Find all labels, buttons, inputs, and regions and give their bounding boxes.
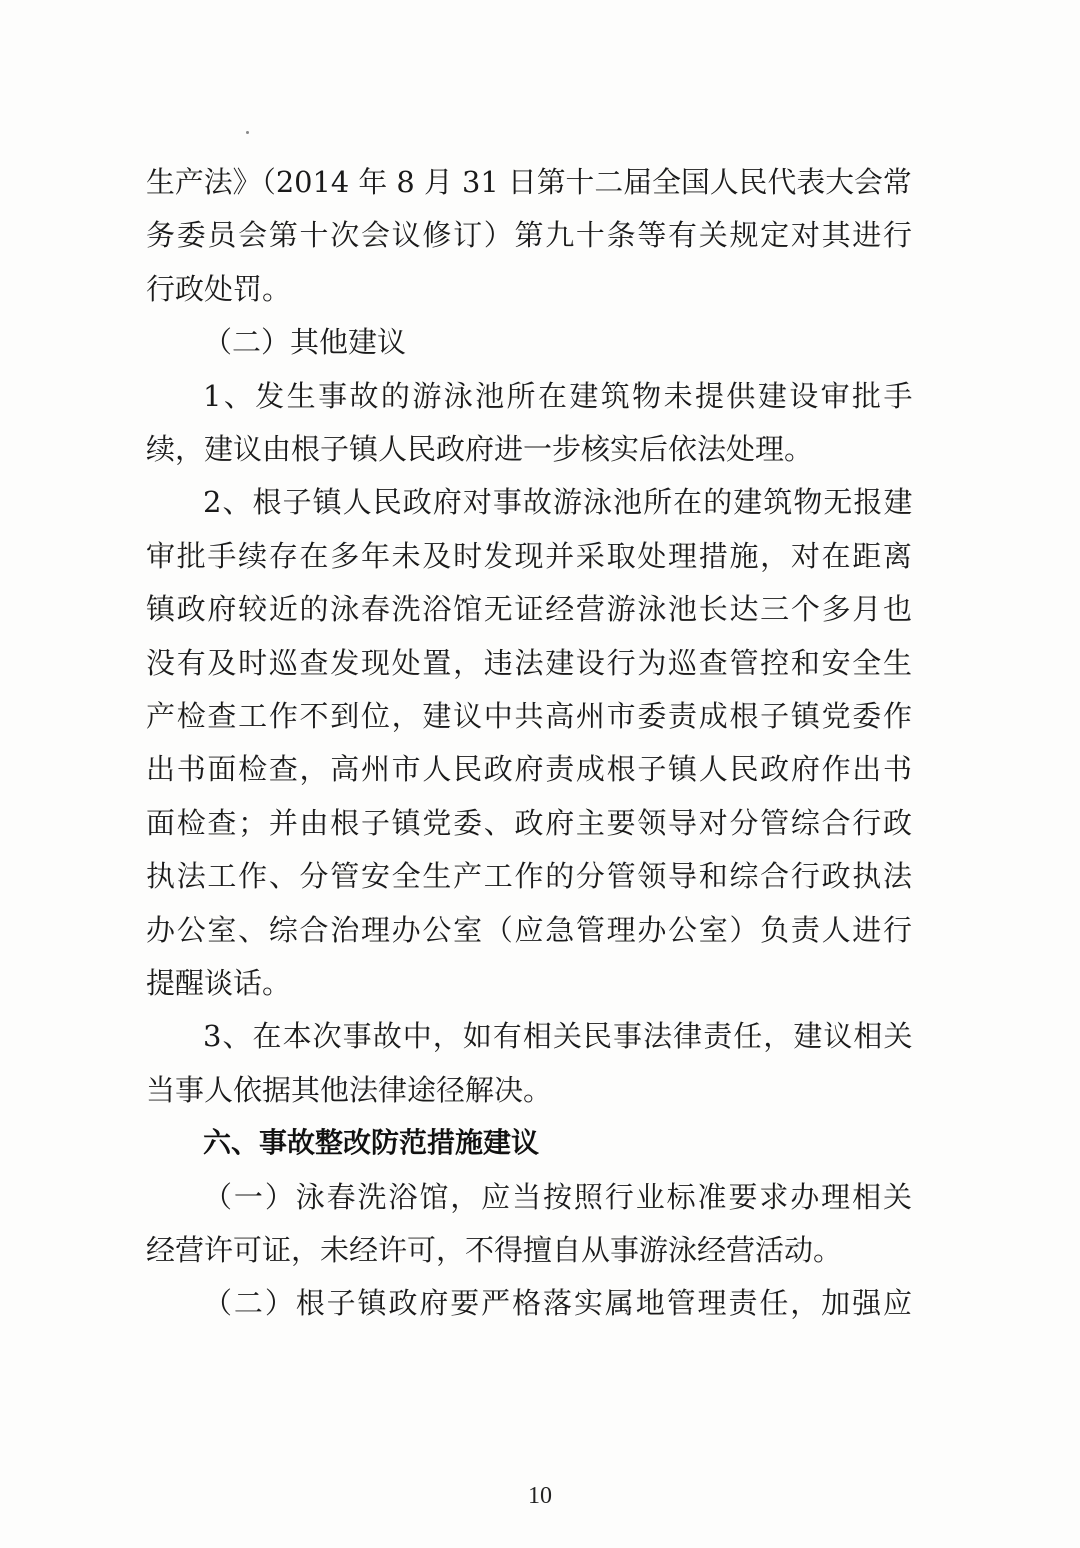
- text-line: 产检查工作不到位，建议中共高州市委责成根子镇党委作: [146, 699, 914, 733]
- scan-speck: [246, 131, 249, 134]
- text-line: 审批手续存在多年未及时发现并采取处理措施，对在距离: [146, 538, 914, 573]
- text-line: 办公室、综合治理办公室（应急管理办公室）负责人进行: [146, 912, 914, 947]
- text-line: （二）根子镇政府要严格落实属地管理责任，加强应: [203, 1286, 914, 1321]
- text-line: 镇政府较近的泳春洗浴馆无证经营游泳池长达三个多月也: [146, 592, 914, 627]
- text-line: 出书面检查，高州市人民政府责成根子镇人民政府作出书: [146, 752, 914, 787]
- text-line: 没有及时巡查发现处置，违法建设行为巡查管控和安全生: [146, 645, 914, 680]
- text-line: 行政处罚。: [146, 271, 292, 306]
- text-line: 经营许可证，未经许可，不得擅自从事游泳经营活动。: [146, 1233, 843, 1267]
- text-line: （一）泳春洗浴馆，应当按照行业标准要求办理相关: [203, 1179, 914, 1214]
- text-line: 面检查；并由根子镇党委、政府主要领导对分管综合行政: [146, 805, 914, 840]
- page-number: 10: [528, 1483, 552, 1509]
- text-line: 当事人依据其他法律途径解决。: [146, 1072, 553, 1107]
- text-line: 3、在本次事故中，如有相关民事法律责任，建议相关: [203, 1019, 914, 1054]
- text-line: 提醒谈话。: [146, 966, 292, 1000]
- text-line: 务委员会第十次会议修订）第九十条等有关规定对其进行: [146, 218, 914, 253]
- text-line: （二）其他建议: [203, 325, 407, 360]
- text-line: 1、发生事故的游泳池所在建筑物未提供建设审批手: [203, 378, 915, 413]
- section-heading: 六、事故整改防范措施建议: [203, 1126, 540, 1160]
- text-line: 续，建议由根子镇人民政府进一步核实后依法处理。: [146, 432, 814, 466]
- text-line: 2、根子镇人民政府对事故游泳池所在的建筑物无报建: [203, 485, 914, 520]
- text-line: 执法工作、分管安全生产工作的分管领导和综合行政执法: [146, 859, 914, 894]
- text-line: 生产法》（2014 年 8 月 31 日第十二届全国人民代表大会常: [146, 165, 912, 199]
